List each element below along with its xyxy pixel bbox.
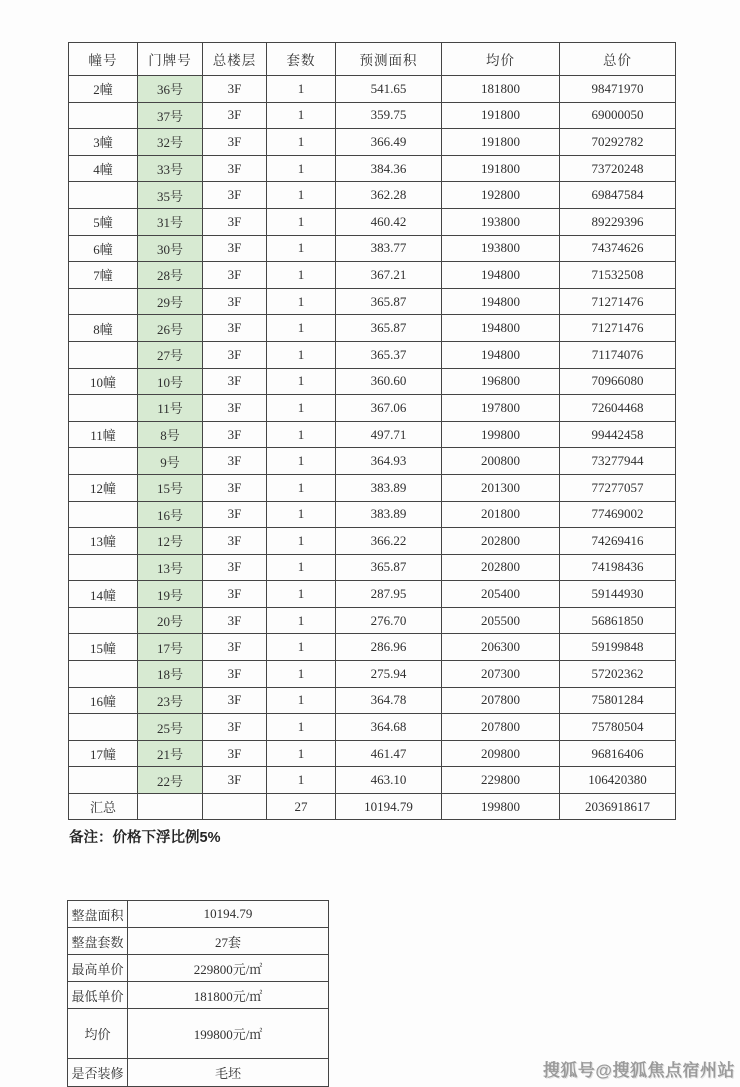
table-cell: 3F xyxy=(203,102,267,129)
table-cell: 1 xyxy=(267,235,336,262)
door-number-cell: 20号 xyxy=(138,607,203,634)
table-cell: 15幢 xyxy=(69,634,138,661)
table-cell: 98471970 xyxy=(560,76,676,103)
table-cell: 229800 xyxy=(442,767,560,794)
table-row xyxy=(69,528,676,555)
table-cell: 1 xyxy=(267,102,336,129)
table-cell: 206300 xyxy=(442,634,560,661)
overview-value: 181800元/㎡ xyxy=(128,982,329,1009)
table-cell: 3F xyxy=(203,581,267,608)
summary-cell xyxy=(203,794,267,820)
table-cell: 366.22 xyxy=(336,528,442,555)
overview-label: 均价 xyxy=(68,1009,128,1059)
table-cell: 5幢 xyxy=(69,208,138,235)
door-number-cell: 13号 xyxy=(138,554,203,581)
main-table-body xyxy=(69,76,676,820)
summary-cell: 2036918617 xyxy=(560,794,676,820)
table-cell: 73720248 xyxy=(560,155,676,182)
table-cell: 196800 xyxy=(442,368,560,395)
table-cell: 89229396 xyxy=(560,208,676,235)
table-row xyxy=(69,661,676,688)
table-cell: 1 xyxy=(267,714,336,741)
table-cell: 191800 xyxy=(442,155,560,182)
table-cell: 201300 xyxy=(442,474,560,501)
table-cell: 7幢 xyxy=(69,262,138,289)
table-cell: 3F xyxy=(203,315,267,342)
table-cell: 364.93 xyxy=(336,448,442,475)
table-cell: 207800 xyxy=(442,714,560,741)
door-number-cell: 10号 xyxy=(138,368,203,395)
table-cell: 191800 xyxy=(442,129,560,156)
table-cell: 194800 xyxy=(442,262,560,289)
table-cell xyxy=(69,607,138,634)
table-cell: 194800 xyxy=(442,315,560,342)
table-cell xyxy=(69,554,138,581)
door-number-cell: 25号 xyxy=(138,714,203,741)
table-cell: 192800 xyxy=(442,182,560,209)
table-cell: 1 xyxy=(267,288,336,315)
table-cell: 74198436 xyxy=(560,554,676,581)
door-number-cell: 17号 xyxy=(138,634,203,661)
table-cell: 96816406 xyxy=(560,740,676,767)
table-cell: 3F xyxy=(203,421,267,448)
table-cell: 3F xyxy=(203,661,267,688)
table-cell: 1 xyxy=(267,767,336,794)
table-cell: 3F xyxy=(203,76,267,103)
table-cell: 383.89 xyxy=(336,501,442,528)
table-cell: 191800 xyxy=(442,102,560,129)
table-cell: 362.28 xyxy=(336,182,442,209)
table-cell xyxy=(69,714,138,741)
table-cell: 1 xyxy=(267,129,336,156)
table-cell: 1 xyxy=(267,368,336,395)
table-cell: 194800 xyxy=(442,288,560,315)
table-cell: 59144930 xyxy=(560,581,676,608)
door-number-cell: 15号 xyxy=(138,474,203,501)
table-cell: 193800 xyxy=(442,235,560,262)
overview-label: 整盘面积 xyxy=(68,901,128,928)
table-cell: 1 xyxy=(267,474,336,501)
table-row xyxy=(69,368,676,395)
table-row xyxy=(69,607,676,634)
table-row xyxy=(69,155,676,182)
table-cell xyxy=(69,341,138,368)
table-cell: 1 xyxy=(267,634,336,661)
note-text: 备注：价格下浮比例5% xyxy=(69,830,221,846)
table-cell: 69000050 xyxy=(560,102,676,129)
door-number-cell: 21号 xyxy=(138,740,203,767)
table-cell: 69847584 xyxy=(560,182,676,209)
overview-value: 毛坯 xyxy=(128,1059,329,1087)
door-number-cell: 8号 xyxy=(138,421,203,448)
table-cell: 199800 xyxy=(442,421,560,448)
table-cell: 3F xyxy=(203,155,267,182)
table-cell: 209800 xyxy=(442,740,560,767)
table-cell: 3F xyxy=(203,288,267,315)
table-cell: 364.78 xyxy=(336,687,442,714)
table-cell: 4幢 xyxy=(69,155,138,182)
table-cell: 3F xyxy=(203,395,267,422)
table-row xyxy=(69,315,676,342)
overview-value: 199800元/㎡ xyxy=(128,1009,329,1059)
summary-cell xyxy=(138,794,203,820)
table-cell: 3F xyxy=(203,208,267,235)
table-row xyxy=(69,767,676,794)
table-cell: 3F xyxy=(203,501,267,528)
door-number-cell: 22号 xyxy=(138,767,203,794)
table-cell: 3F xyxy=(203,474,267,501)
door-number-cell: 32号 xyxy=(138,129,203,156)
door-number-cell: 31号 xyxy=(138,208,203,235)
table-cell: 384.36 xyxy=(336,155,442,182)
table-cell: 461.47 xyxy=(336,740,442,767)
table-cell: 202800 xyxy=(442,554,560,581)
table-cell: 3F xyxy=(203,607,267,634)
table-cell: 3F xyxy=(203,235,267,262)
table-cell: 75801284 xyxy=(560,687,676,714)
overview-row xyxy=(68,901,329,928)
table-row xyxy=(69,501,676,528)
table-cell: 1 xyxy=(267,581,336,608)
table-cell: 460.42 xyxy=(336,208,442,235)
column-header: 幢号 xyxy=(69,43,138,76)
table-cell: 181800 xyxy=(442,76,560,103)
overview-value: 27套 xyxy=(128,928,329,955)
column-header: 门牌号 xyxy=(138,43,203,76)
summary-cell: 27 xyxy=(267,794,336,820)
table-row xyxy=(69,102,676,129)
table-cell: 359.75 xyxy=(336,102,442,129)
table-cell: 3F xyxy=(203,740,267,767)
table-cell: 17幢 xyxy=(69,740,138,767)
table-cell: 1 xyxy=(267,421,336,448)
table-cell xyxy=(69,102,138,129)
door-number-cell: 11号 xyxy=(138,395,203,422)
table-cell: 14幢 xyxy=(69,581,138,608)
table-cell: 194800 xyxy=(442,341,560,368)
table-row xyxy=(69,634,676,661)
table-cell: 365.87 xyxy=(336,554,442,581)
table-cell: 56861850 xyxy=(560,607,676,634)
table-row xyxy=(69,687,676,714)
table-row xyxy=(69,554,676,581)
table-cell: 73277944 xyxy=(560,448,676,475)
table-cell: 1 xyxy=(267,262,336,289)
table-cell: 3F xyxy=(203,182,267,209)
summary-cell: 汇总 xyxy=(69,794,138,820)
table-cell: 3F xyxy=(203,448,267,475)
table-cell: 3F xyxy=(203,767,267,794)
table-cell: 71271476 xyxy=(560,288,676,315)
table-cell: 541.65 xyxy=(336,76,442,103)
table-cell xyxy=(69,182,138,209)
table-row xyxy=(69,76,676,103)
table-cell: 71532508 xyxy=(560,262,676,289)
column-header: 总楼层 xyxy=(203,43,267,76)
table-cell: 1 xyxy=(267,554,336,581)
column-header: 套数 xyxy=(267,43,336,76)
table-row xyxy=(69,474,676,501)
door-number-cell: 19号 xyxy=(138,581,203,608)
table-cell: 365.87 xyxy=(336,288,442,315)
table-cell: 1 xyxy=(267,341,336,368)
overview-row xyxy=(68,1059,329,1087)
table-cell: 367.06 xyxy=(336,395,442,422)
table-row xyxy=(69,395,676,422)
table-cell: 497.71 xyxy=(336,421,442,448)
column-header: 均价 xyxy=(442,43,560,76)
table-cell: 3F xyxy=(203,262,267,289)
table-cell: 383.89 xyxy=(336,474,442,501)
table-cell: 366.49 xyxy=(336,129,442,156)
door-number-cell: 36号 xyxy=(138,76,203,103)
table-cell: 70966080 xyxy=(560,368,676,395)
table-row xyxy=(69,341,676,368)
table-cell: 365.37 xyxy=(336,341,442,368)
table-cell: 3F xyxy=(203,341,267,368)
table-row xyxy=(69,235,676,262)
table-cell: 275.94 xyxy=(336,661,442,688)
table-row xyxy=(69,288,676,315)
table-cell: 59199848 xyxy=(560,634,676,661)
table-cell: 207800 xyxy=(442,687,560,714)
table-cell: 1 xyxy=(267,607,336,634)
table-row xyxy=(69,581,676,608)
table-cell: 1 xyxy=(267,448,336,475)
table-cell: 3F xyxy=(203,368,267,395)
table-cell: 1 xyxy=(267,661,336,688)
overview-label: 最高单价 xyxy=(68,955,128,982)
door-number-cell: 12号 xyxy=(138,528,203,555)
table-cell: 383.77 xyxy=(336,235,442,262)
table-cell: 74374626 xyxy=(560,235,676,262)
table-cell: 57202362 xyxy=(560,661,676,688)
table-cell: 1 xyxy=(267,687,336,714)
table-cell: 6幢 xyxy=(69,235,138,262)
table-cell: 13幢 xyxy=(69,528,138,555)
overview-table xyxy=(67,900,329,1087)
table-cell: 77277057 xyxy=(560,474,676,501)
table-cell: 360.60 xyxy=(336,368,442,395)
table-cell: 77469002 xyxy=(560,501,676,528)
summary-cell: 10194.79 xyxy=(336,794,442,820)
table-cell: 200800 xyxy=(442,448,560,475)
table-cell: 3幢 xyxy=(69,129,138,156)
table-row xyxy=(69,448,676,475)
table-cell: 1 xyxy=(267,501,336,528)
table-cell: 364.68 xyxy=(336,714,442,741)
table-row xyxy=(69,208,676,235)
table-cell: 1 xyxy=(267,528,336,555)
table-cell: 1 xyxy=(267,208,336,235)
door-number-cell: 30号 xyxy=(138,235,203,262)
overview-row xyxy=(68,1009,329,1059)
door-number-cell: 23号 xyxy=(138,687,203,714)
overview-label: 是否装修 xyxy=(68,1059,128,1087)
door-number-cell: 29号 xyxy=(138,288,203,315)
table-cell: 3F xyxy=(203,714,267,741)
table-cell: 3F xyxy=(203,634,267,661)
table-cell: 3F xyxy=(203,129,267,156)
door-number-cell: 26号 xyxy=(138,315,203,342)
table-cell: 367.21 xyxy=(336,262,442,289)
table-cell: 1 xyxy=(267,740,336,767)
table-row xyxy=(69,740,676,767)
table-cell: 1 xyxy=(267,182,336,209)
table-cell xyxy=(69,661,138,688)
overview-row xyxy=(68,928,329,955)
summary-row xyxy=(69,794,676,820)
table-cell: 16幢 xyxy=(69,687,138,714)
overview-label: 最低单价 xyxy=(68,982,128,1009)
table-cell xyxy=(69,448,138,475)
table-cell: 75780504 xyxy=(560,714,676,741)
table-row xyxy=(69,182,676,209)
door-number-cell: 28号 xyxy=(138,262,203,289)
table-cell: 12幢 xyxy=(69,474,138,501)
door-number-cell: 27号 xyxy=(138,341,203,368)
overview-row xyxy=(68,955,329,982)
table-cell: 3F xyxy=(203,528,267,555)
table-cell: 2幢 xyxy=(69,76,138,103)
table-row xyxy=(69,262,676,289)
door-number-cell: 37号 xyxy=(138,102,203,129)
overview-label: 整盘套数 xyxy=(68,928,128,955)
column-header: 总价 xyxy=(560,43,676,76)
door-number-cell: 33号 xyxy=(138,155,203,182)
table-cell xyxy=(69,501,138,528)
table-cell: 3F xyxy=(203,554,267,581)
summary-cell: 199800 xyxy=(442,794,560,820)
table-cell: 207300 xyxy=(442,661,560,688)
watermark-text: 搜狐号@搜狐焦点宿州站 xyxy=(542,1061,735,1080)
table-cell: 1 xyxy=(267,315,336,342)
table-cell: 3F xyxy=(203,687,267,714)
price-table xyxy=(68,42,676,820)
table-cell: 286.96 xyxy=(336,634,442,661)
table-row xyxy=(69,129,676,156)
table-cell: 463.10 xyxy=(336,767,442,794)
table-cell: 201800 xyxy=(442,501,560,528)
table-cell: 11幢 xyxy=(69,421,138,448)
table-cell: 276.70 xyxy=(336,607,442,634)
table-cell: 205500 xyxy=(442,607,560,634)
table-cell: 365.87 xyxy=(336,315,442,342)
column-header: 预测面积 xyxy=(336,43,442,76)
table-row xyxy=(69,421,676,448)
table-cell: 205400 xyxy=(442,581,560,608)
overview-value: 229800元/㎡ xyxy=(128,955,329,982)
table-cell: 8幢 xyxy=(69,315,138,342)
table-cell: 72604468 xyxy=(560,395,676,422)
table-cell: 71271476 xyxy=(560,315,676,342)
table-cell: 1 xyxy=(267,155,336,182)
table-cell: 1 xyxy=(267,395,336,422)
table-cell: 1 xyxy=(267,76,336,103)
table-cell: 287.95 xyxy=(336,581,442,608)
table-cell: 71174076 xyxy=(560,341,676,368)
table-cell xyxy=(69,767,138,794)
table-cell: 10幢 xyxy=(69,368,138,395)
table-cell: 106420380 xyxy=(560,767,676,794)
overview-table-body xyxy=(68,901,329,1087)
table-cell: 202800 xyxy=(442,528,560,555)
door-number-cell: 18号 xyxy=(138,661,203,688)
table-cell: 74269416 xyxy=(560,528,676,555)
table-cell: 193800 xyxy=(442,208,560,235)
overview-row xyxy=(68,982,329,1009)
table-cell: 99442458 xyxy=(560,421,676,448)
table-row xyxy=(69,714,676,741)
table-cell: 70292782 xyxy=(560,129,676,156)
table-cell: 197800 xyxy=(442,395,560,422)
door-number-cell: 9号 xyxy=(138,448,203,475)
door-number-cell: 35号 xyxy=(138,182,203,209)
overview-value: 10194.79 xyxy=(128,901,329,928)
door-number-cell: 16号 xyxy=(138,501,203,528)
table-cell xyxy=(69,288,138,315)
table-cell xyxy=(69,395,138,422)
main-table-header-row xyxy=(69,43,676,76)
